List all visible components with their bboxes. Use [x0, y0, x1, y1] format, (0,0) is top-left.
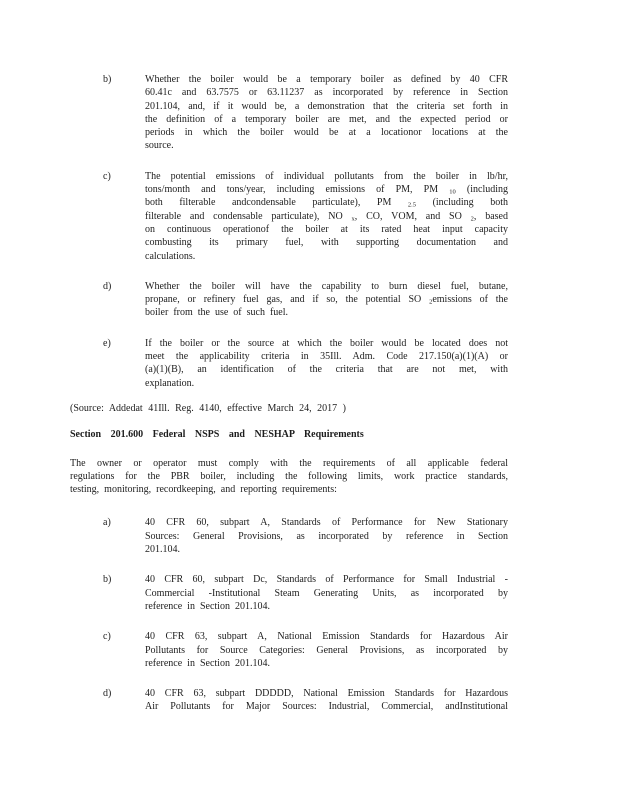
item-letter-label: b): [103, 574, 112, 586]
text-line: 60.41c and 63.7575 or 63.11237 as incorporated by reference in Section: [145, 87, 508, 99]
text-line: tons/month and tons/year, including emissions of PM, PM $_{10}$ (including: [145, 184, 509, 196]
list-item: [70, 73, 508, 153]
text-line: boiler from the use of such fuel.: [145, 307, 289, 319]
text-line: Sources: General Provisions, as incorporated by reference in Section: [145, 530, 508, 542]
item-letter-label: a): [103, 517, 111, 529]
item-letter-label: e): [103, 337, 111, 349]
text-line: periods in which the boiler would be at a locationor locations at the: [145, 127, 508, 139]
text-line: 201.104, and, if it would be, a demonstration that the criteria set forth in: [145, 100, 508, 112]
text-line: source.: [145, 140, 174, 152]
item-letter-label: c): [103, 631, 111, 643]
text-line: Whether the boiler would be a temporary boiler as defined by 40 CFR: [145, 74, 508, 85]
list-item: [70, 687, 508, 714]
list-item: [70, 337, 508, 390]
text-line: 40 CFR 60, subpart A, Standards of Performance for New Stationary: [145, 517, 508, 529]
item-letter-label: d): [103, 280, 112, 292]
list-item: [70, 573, 508, 613]
item-text: [145, 170, 508, 263]
list-item: [70, 170, 508, 263]
text-line: If the boiler or the source at which the boiler would be located does not: [145, 337, 508, 349]
text-line: The owner or operator must comply with the requirements of all applicable federal: [70, 457, 508, 469]
text-line: 40 CFR 63, subpart DDDDD, National Emission Standards for Hazardous: [145, 688, 508, 700]
text-line: propane, or refinery fuel gas, and if so, the potential SO $_2$emissions of the: [145, 294, 508, 306]
text-line: Pollutants for Source Categories: General Provisions, as incorporated by: [145, 644, 508, 656]
text-line: Air Pollutants for Major Sources: Industrial, Commercial, andInstitutional: [145, 701, 508, 713]
intro-paragraph: [70, 457, 508, 497]
text-line: both filterable andcondensable particulate), PM $_{2.5}$ (including both: [145, 197, 508, 209]
item-text: [145, 630, 508, 670]
item-text: [145, 73, 508, 153]
text-line: 201.104.: [145, 544, 180, 556]
text-line: filterable and condensable particulate), NO $_x$, CO, VOM, and SO $_2$, based: [145, 210, 508, 223]
text-line: on continuous operationof the boiler at its rated heat input capacity: [145, 223, 508, 235]
text-line: explanation.: [145, 377, 195, 389]
list-item: [70, 516, 508, 556]
item-letter-label: d): [103, 688, 112, 700]
item-letter-label: b): [103, 74, 112, 85]
item-text: [145, 280, 508, 320]
list-item: [70, 630, 508, 670]
text-line: Commercial -Institutional Steam Generating Units, as incorporated by: [145, 587, 508, 599]
text-line: reference in Section 201.104.: [145, 657, 270, 669]
item-text: [145, 516, 508, 556]
item-text: [145, 687, 508, 714]
text-line: Whether the boiler will have the capability to burn diesel fuel, butane,: [145, 280, 508, 292]
item-letter-label: c): [103, 170, 111, 182]
text-line: 40 CFR 63, subpart A, National Emission Standards for Hazardous Air: [145, 631, 508, 643]
item-text: [145, 573, 508, 613]
text-line: regulations for the PBR boiler, including the following limits, work practice standards,: [70, 470, 508, 482]
text-line: the definition of a temporary boiler are met, and the expected period or: [145, 113, 508, 125]
item-text: [145, 337, 508, 390]
text-line: The potential emissions of individual pollutants from the boiler in lb/hr,: [145, 170, 508, 182]
text-line: reference in Section 201.104.: [145, 600, 270, 612]
text-line: 40 CFR 60, subpart Dc, Standards of Performance for Small Industrial -: [145, 574, 508, 586]
text-line: calculations.: [145, 250, 196, 262]
list-item: [70, 280, 508, 320]
text-line: meet the applicability criteria in 35Ill. Adm. Code 217.150(a)(1)(A) or: [145, 351, 508, 363]
text-line: combusting its primary fuel, with supporting documentation and: [145, 237, 508, 249]
text-line: (a)(1)(B), an identification of the criteria that are not met, with: [145, 364, 508, 376]
lower-lettered-list: [70, 516, 508, 713]
upper-lettered-list: [70, 73, 508, 390]
text-line: testing, monitoring, recordkeeping, and reporting requirements:: [70, 484, 337, 496]
section-heading: Section 201.600 Federal NSPS and NESHAP Requirements: [70, 429, 364, 441]
source-note: (Source: Addedat 41Ill. Reg. 4140, effective March 24, 2017 ): [70, 402, 346, 414]
